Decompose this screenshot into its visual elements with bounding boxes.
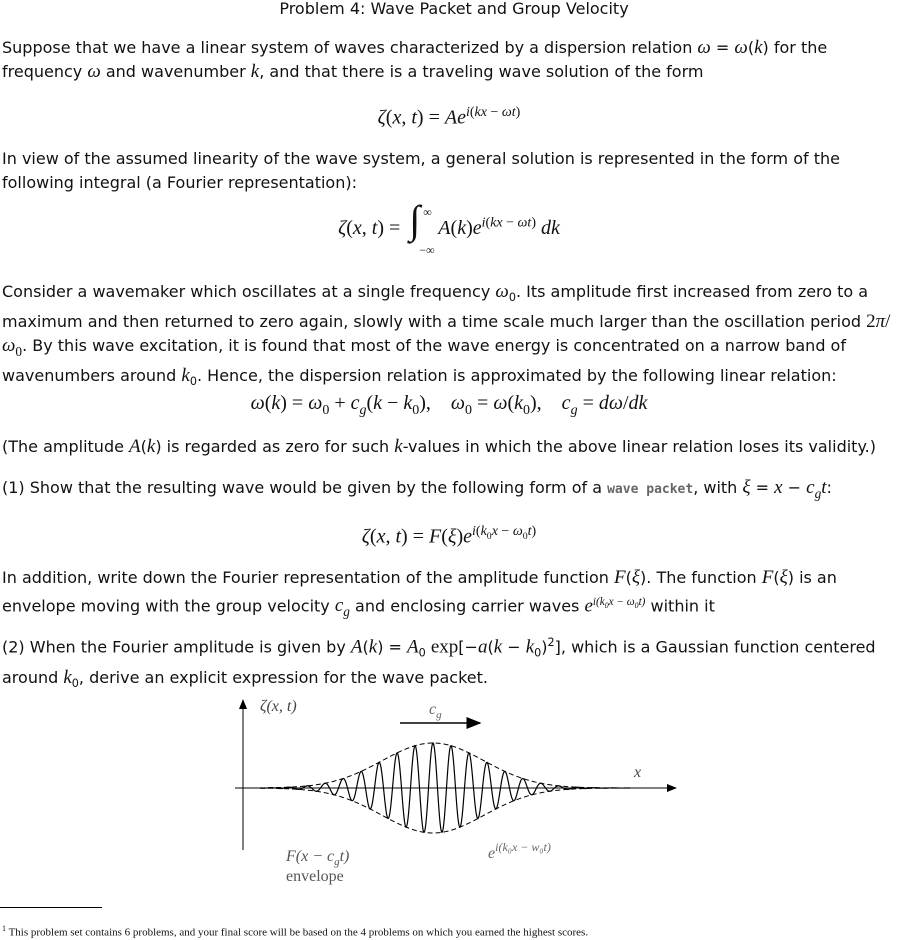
carrier-label-main: e (488, 845, 496, 862)
wave-packet-code: wave packet (607, 482, 694, 497)
question-1: (1) Show that the resulting wave would be given by the following form of a wave packet, with $\xi = x - c_gt$: (2, 477, 832, 501)
equation-traveling-wave: ζ(x, $t) = Ae^{i(kx - \omega t)}$ (377, 105, 521, 129)
carrier-label-exp: i(k₀x − w₀t) (495, 840, 551, 854)
envelope-formula (285, 848, 349, 868)
question-2-text-2: , which is a Gaussian function centered around (2, 637, 876, 687)
intro-text-2: for the frequency (2, 38, 828, 81)
footnote-mark: 1 (2, 924, 6, 933)
intro-text-3: and wavenumber (105, 62, 246, 81)
amplitude-text-2: is regarded as zero for such (166, 437, 390, 456)
envelope-formula-main: F(x − c (286, 848, 335, 865)
envelope-text-3: is an envelope moving with the group velocity (2, 568, 837, 616)
envelope-paragraph: In addition, write down the Fourier representation of the amplitude function F(ξ). The function F(ξ) is an envelope moving with the group velocity $c_g$ and enclosing carrier waves $e^{i(k_0x - \omega_0t)}$ within it (2, 567, 837, 620)
envelope-text-1: In addition, write down the Fourier representation of the amplitude function (2, 568, 609, 587)
footnote-text: This problem set contains 6 problems, and your final score will be based on the 4 problems on which you earned the highest scores. (8, 926, 589, 939)
wavemaker-text-2: . Its amplitude first increased from zero to a maximum and then returned to zero again, slowly with a time scale much larger than the oscillation period (2, 282, 869, 332)
carrier-label (488, 840, 551, 862)
wavemaker-paragraph: Consider a wavemaker which oscillates at a single frequency $\omega_0$. Its amplitude first increased from zero to a maximum and then returned to zero again, slowly with a time scale much larger than the oscillation period $2\pi/\omega_0$. By this wave excitation, it is found that most of the wave energy is concentrated on a narrow band of wavenumbers around $k_0$. Hence, the dispersion relation is approximated by the following linear relation: (2, 281, 891, 389)
envelope-formula-end: t) (339, 848, 350, 865)
intro-text-4: , and that there is a traveling wave solution of the form (259, 62, 704, 81)
question-2-text-1: (2) When the Fourier amplitude is given by (2, 637, 346, 657)
intro-paragraph: Suppose that we have a linear system of waves characterized by a dispersion relation ω = ω(k) for the frequency ω and wavenumber k, and that there is a traveling wave solution of the form (2, 37, 828, 82)
problem-title: Problem 4: Wave Packet and Group Velocity (279, 0, 629, 18)
question-1-text-1: (1) Show that the resulting wave would be given by the following form of a (2, 478, 603, 497)
velocity-label-main: c (429, 701, 437, 718)
envelope-word: envelope (286, 868, 344, 885)
equation-fourier-integral: ζ(x, t) = ∫ ∞ −∞ $A(k)e^{i(kx - \omega t)}$ dk (338, 197, 560, 257)
envelope-upper (260, 743, 630, 788)
fourier-paragraph: In view of the assumed linearity of the wave system, a general solution is represented in the form of the following integral (a Fourier representation): (2, 149, 840, 192)
x-label: x (634, 764, 642, 781)
wave-packet-figure (230, 690, 690, 899)
amplitude-text-3: -values in which the above linear relation loses its validity.) (402, 437, 876, 456)
equation-linear-dispersion: $\omega(k) = \omega_0 + c_g(k - k_0)$, $\omega_0 = \omega(k_0)$, $c_g = d\omega/dk$ (250, 392, 648, 418)
amplitude-text-1: (The amplitude (2, 437, 124, 456)
question-2-text-3: , derive an explicit expression for the wave packet. (78, 667, 488, 687)
footnote-rule (0, 907, 102, 908)
question-2: (2) When the Fourier amplitude is given by $A(k) = A_0$ $\exp[-a(k - k_0)^2]$, which is a Gaussian function centered around $k_0$, derive an explicit expression for the wave packet. (2, 636, 876, 690)
wavemaker-text-4: . Hence, the dispersion relation is approximated by the following linear relation: (196, 365, 837, 385)
envelope-formula-sub: g (334, 856, 340, 868)
question-1-text-2: , with (693, 478, 738, 497)
envelope-text-4: and enclosing carrier waves (355, 596, 580, 616)
footnote (2, 922, 588, 940)
amplitude-note: (The amplitude A(k) is regarded as zero for such k-values in which the above linear relation loses its validity.) (2, 436, 876, 457)
envelope-text-5: within it (650, 596, 715, 616)
intro-text-1: Suppose that we have a linear system of waves characterized by a dispersion relation (2, 38, 693, 57)
envelope-text-2: . The function (646, 568, 757, 587)
wavemaker-text-1: Consider a wavemaker which oscillates at a single frequency (2, 282, 491, 301)
wavemaker-text-3: . By this wave excitation, it is found that most of the wave energy is concentrated on a narrow band of wavenumbers around (2, 336, 846, 385)
equation-wave-packet: ζ(x, $t) = F(\xi)e^{i(k_0x - \omega_0t)}$ (361, 524, 537, 548)
axis-label: ζ(x, t) (260, 698, 297, 715)
wave-packet-diagram (230, 690, 690, 895)
velocity-label (429, 701, 442, 721)
velocity-label-sub: g (436, 709, 442, 721)
